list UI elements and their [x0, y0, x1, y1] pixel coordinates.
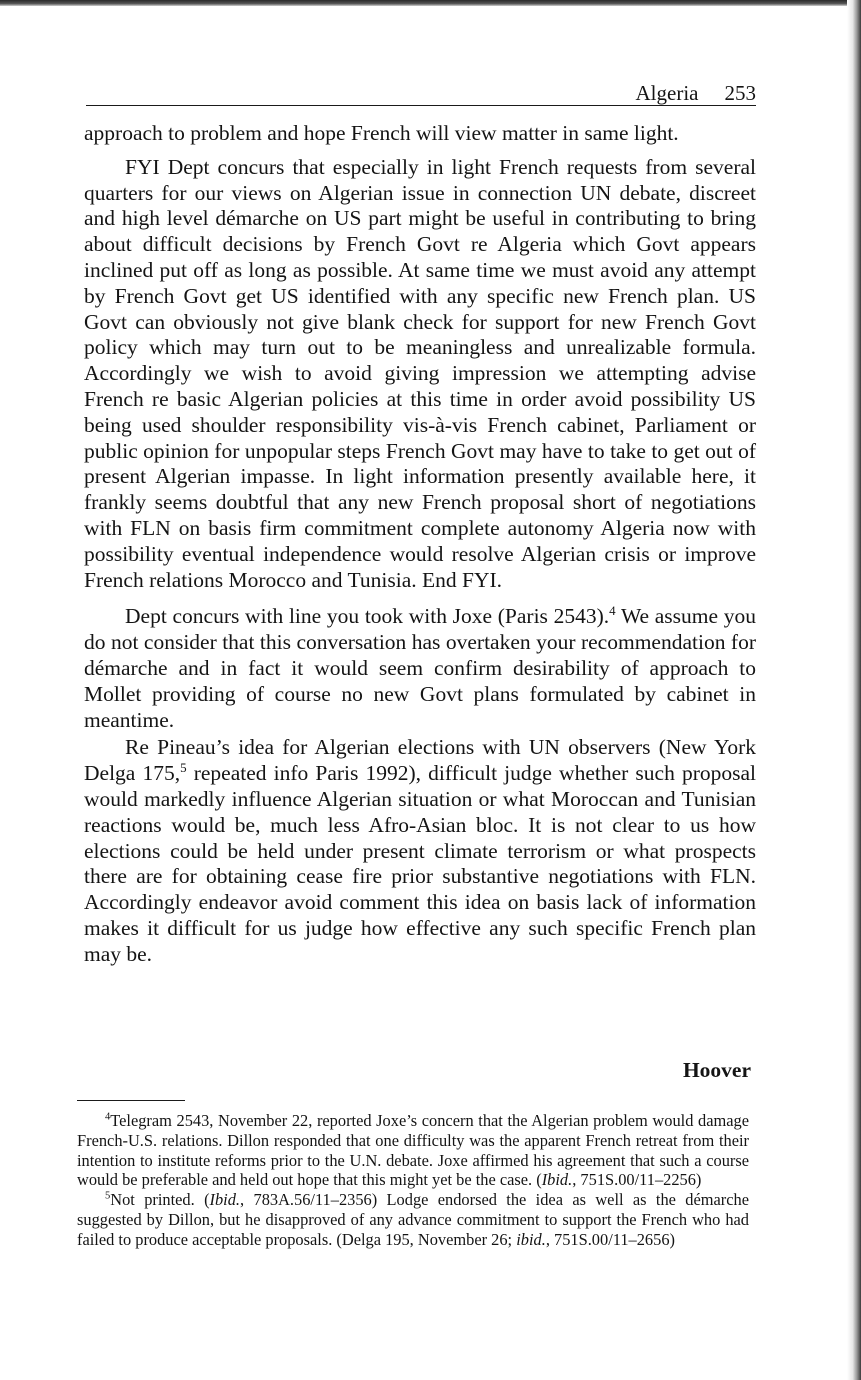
footnote-5-ibid: Ibid. [209, 1190, 241, 1210]
footnote-5-ibid-2: ibid. [516, 1229, 546, 1249]
body-text [84, 121, 756, 979]
scan-top-edge [0, 0, 861, 6]
paragraph-pineau-text-b: repeated info Paris 1992), difficult judge whether such proposal would markedly influence Algerian situation or what Moroccan and Tunisian reactions would be, much less Afro-Asian bloc. It is not clear to us how elections could be held under present climate terrorism or what prospects there are for obtaining cease fire prior substantive negotiations with FLN. Accordingly endeavor avoid comment this idea on basis lack of information makes it difficult for us judge how effective any such specific French plan may be. [84, 761, 756, 966]
footnote-5-marker: 5 [105, 1190, 111, 1202]
footnote-ref-5: 5 [180, 759, 187, 775]
footnote-4-ibid: Ibid. [541, 1170, 573, 1190]
paragraph-joxe-text-b: We assume you do not consider that this conversation has overtaken your recommendation for démarche and in fact it would seem confirm desirability of approach to Mollet providing of course no new Govt plans formulated by cabinet in meantime. [84, 604, 756, 732]
footnote-4-text-b: , 751S.00/11–2256) [572, 1170, 702, 1190]
footnote-divider [77, 1100, 185, 1101]
paragraph-fyi: FYI Dept concurs that especially in light French requests from several quarters for our views on Algerian issue in connection UN debate, discreet and high level démarche on US part might be useful in contributing to bring about difficult decisions by French Govt re Algeria which Govt appears inclined put off as long as possible. At same time we must avoid any attempt by French Govt get US identified with any specific new French plan. US Govt can obviously not give blank check for support for new French Govt policy which may turn out to be meaningless and unrealizable formula. Accordingly we wish to avoid giving impression we attempting advise French re basic Algerian policies at this time in order avoid possibility US being used shoulder responsibility vis-à-vis French cabinet, Parliament or public opinion for unpopular steps French Govt may have to take to get out of present Algerian impasse. In light information presently available here, it frankly seems doubtful that any new French proposal short of negotiations with FLN on basis firm commitment complete autonomy Algeria now with possibility eventual independence would resolve Algerian crisis or improve French relations Morocco and Tunisia. End FYI. [84, 154, 756, 592]
paragraph-pineau [84, 735, 756, 967]
page-number: 253 [724, 81, 756, 105]
running-head [86, 81, 756, 106]
scan-right-edge [847, 0, 861, 1380]
footnote-4-text-a: Telegram 2543, November 22, reported Joxe’s concern that the Algerian problem would damage French-U.S. relations. Dillon responded that one difficulty was the apparent French retreat from their intention to institute reforms prior to the U.N. debate. Joxe affirmed his agreement that such a course would be preferable and held out hope that this might yet be the case. ( [77, 1111, 749, 1190]
footnote-5-text-c: , 751S.00/11–2656) [545, 1229, 675, 1249]
footnote-5-text-b: , 783A.56/11–2356) Lodge endorsed the idea as well as the démarche suggested by Dillon, but he disapproved of any advance commitment to support the French who had failed to produce acceptable proposals. (Delga 195, November 26; [77, 1190, 749, 1249]
footnotes [77, 1111, 749, 1250]
footnote-4-marker: 4 [105, 1111, 111, 1123]
footnote-ref-4: 4 [609, 603, 616, 619]
paragraph-pineau-text-a: Re Pineau’s idea for Algerian elections with UN observers (New York Delga 175, [84, 735, 756, 786]
footnote-5-text-a: Not printed. ( [110, 1190, 210, 1210]
paragraph-joxe-text-a: Dept concurs with line you took with Joxe (Paris 2543). [125, 604, 610, 629]
signature: Hoover [682, 1058, 751, 1082]
footnote-5 [77, 1190, 749, 1249]
running-head-section: Algeria [635, 81, 699, 105]
paragraph-joxe [84, 604, 756, 733]
paragraph-continuation: approach to problem and hope French will view matter in same light. [84, 121, 679, 145]
footnote-4 [77, 1111, 749, 1190]
